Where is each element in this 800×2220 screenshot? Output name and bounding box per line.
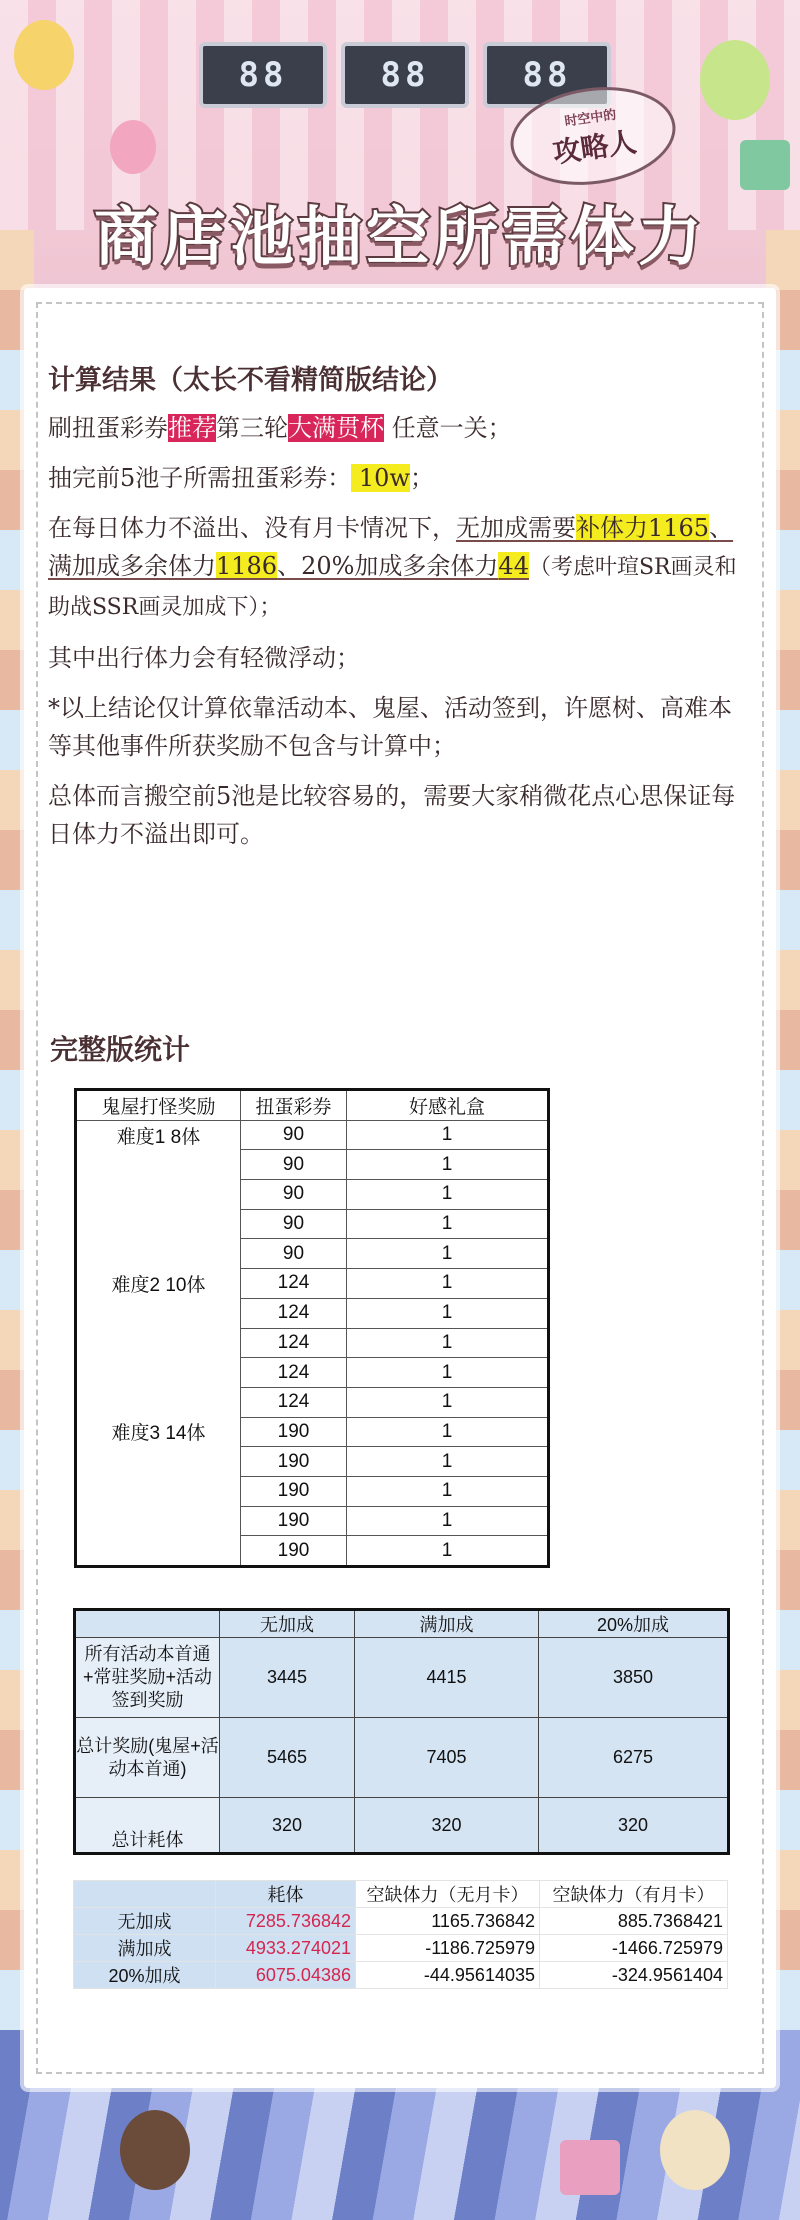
table-cell: 124 bbox=[241, 1298, 347, 1328]
empty-cell bbox=[76, 1447, 241, 1477]
table-cell: 885.7368421 bbox=[540, 1908, 728, 1935]
table-cell: 90 bbox=[241, 1180, 347, 1210]
table-cell: 90 bbox=[241, 1150, 347, 1180]
row-label: 所有活动本首通+常驻奖励+活动签到奖励 bbox=[75, 1638, 220, 1718]
summary-section bbox=[48, 358, 738, 853]
text: 在每日体力不溢出、没有月卡情况下， bbox=[48, 514, 456, 542]
table-cell: 3850 bbox=[539, 1638, 729, 1718]
summary-heading: 计算结果（太长不看精简版结论） bbox=[48, 365, 453, 396]
summary-p5: *以上结论仅计算依靠活动本、鬼屋、活动签到，许愿树、高难本等其他事件所获奖励不包含与计算中； bbox=[48, 694, 732, 760]
score-display: 88 bbox=[199, 42, 327, 108]
table-cell: 190 bbox=[241, 1447, 347, 1477]
table-row bbox=[74, 1962, 728, 1989]
summary-p6: 总体而言搬空前5池是比较容易的，需要大家稍微花点心思保证每日体力不溢出即可。 bbox=[48, 782, 736, 848]
summary-p1 bbox=[48, 409, 738, 447]
gift-icon bbox=[740, 140, 790, 190]
rewards-summary-table bbox=[73, 1608, 730, 1855]
text: 第三轮 bbox=[216, 414, 288, 442]
table-header-row bbox=[74, 1881, 728, 1908]
column-header: 空缺体力（有月卡） bbox=[540, 1881, 728, 1908]
row-label: 无加成 bbox=[74, 1908, 216, 1935]
table-cell: 1 bbox=[347, 1120, 549, 1150]
table-row bbox=[76, 1358, 549, 1388]
difficulty-label: 难度1 8体 bbox=[76, 1120, 241, 1150]
table-row bbox=[76, 1209, 549, 1239]
table-row bbox=[76, 1417, 549, 1447]
table-cell: 90 bbox=[241, 1120, 347, 1150]
column-header bbox=[75, 1610, 220, 1638]
table-header-row bbox=[75, 1610, 729, 1638]
haunted-house-reward-table bbox=[74, 1088, 550, 1568]
table-row bbox=[75, 1638, 729, 1718]
table-cell: 320 bbox=[220, 1798, 355, 1854]
column-header: 好感礼盒 bbox=[347, 1090, 549, 1121]
table-cell: 190 bbox=[241, 1536, 347, 1567]
empty-cell bbox=[76, 1298, 241, 1328]
table-cell: 7285.736842 bbox=[216, 1908, 356, 1935]
balloon-icon bbox=[700, 40, 770, 120]
table-row bbox=[74, 1935, 728, 1962]
text: 、20%加成 bbox=[277, 552, 403, 580]
table-cell: 1 bbox=[347, 1358, 549, 1388]
row-label: 总计奖励(鬼屋+活动本首通) bbox=[75, 1718, 220, 1798]
empty-cell bbox=[76, 1506, 241, 1536]
table-cell: 320 bbox=[355, 1798, 539, 1854]
table-row bbox=[76, 1298, 549, 1328]
highlight-44: 44 bbox=[498, 552, 529, 580]
logo-line1: 时空中的 bbox=[563, 107, 618, 130]
text: （考虑叶瑄SR画灵和助战SSR画灵加成下）； bbox=[48, 555, 737, 620]
empty-cell bbox=[76, 1209, 241, 1239]
summary-p2 bbox=[48, 459, 738, 497]
highlight-grand-slam: 大满贯杯 bbox=[288, 414, 384, 442]
table-row bbox=[76, 1269, 549, 1299]
table-cell: 190 bbox=[241, 1476, 347, 1506]
column-header: 满加成 bbox=[355, 1610, 539, 1638]
table-row bbox=[76, 1180, 549, 1210]
empty-cell bbox=[76, 1476, 241, 1506]
table-row bbox=[76, 1476, 549, 1506]
empty-cell bbox=[76, 1536, 241, 1567]
gift-icon bbox=[560, 2140, 620, 2195]
table-row bbox=[75, 1798, 729, 1854]
table-cell: 190 bbox=[241, 1417, 347, 1447]
table-row bbox=[75, 1718, 729, 1798]
table-cell: 1 bbox=[347, 1417, 549, 1447]
row-label: 20%加成 bbox=[74, 1962, 216, 1989]
text: 多余体力 bbox=[402, 552, 499, 580]
column-header: 20%加成 bbox=[539, 1610, 729, 1638]
column-header: 鬼屋打怪奖励 bbox=[76, 1090, 241, 1121]
table-cell: 1 bbox=[347, 1150, 549, 1180]
table-cell: 124 bbox=[241, 1328, 347, 1358]
table-cell: 7405 bbox=[355, 1718, 539, 1798]
highlight-recommend: 推荐 bbox=[168, 414, 216, 442]
table-cell: 124 bbox=[241, 1358, 347, 1388]
balloon-icon bbox=[110, 120, 156, 174]
column-header bbox=[74, 1881, 216, 1908]
table-cell: 124 bbox=[241, 1387, 347, 1417]
summary-p4: 其中出行体力会有轻微浮动； bbox=[48, 644, 360, 672]
table-cell: 5465 bbox=[220, 1718, 355, 1798]
table-cell: 1 bbox=[347, 1269, 549, 1299]
text: 刷扭蛋彩券 bbox=[48, 414, 168, 442]
table-cell: 1165.736842 bbox=[356, 1908, 540, 1935]
text: 抽完前5池子所需扭蛋彩券： bbox=[48, 464, 352, 492]
table-row bbox=[76, 1536, 549, 1567]
empty-cell bbox=[76, 1150, 241, 1180]
table-row bbox=[76, 1447, 549, 1477]
difficulty-label: 难度2 10体 bbox=[76, 1269, 241, 1299]
table-row bbox=[76, 1239, 549, 1269]
balloon-icon bbox=[14, 20, 74, 90]
row-label: 满加成 bbox=[74, 1935, 216, 1962]
table-cell: 1 bbox=[347, 1506, 549, 1536]
empty-cell bbox=[76, 1328, 241, 1358]
score-display: 88 bbox=[341, 42, 469, 108]
column-header: 空缺体力（无月卡） bbox=[356, 1881, 540, 1908]
table-cell: 1 bbox=[347, 1298, 549, 1328]
teddy-bear-icon bbox=[120, 2110, 190, 2190]
logo-line2: 攻略人 bbox=[550, 124, 639, 170]
column-header: 耗体 bbox=[216, 1881, 356, 1908]
table-header-row bbox=[76, 1090, 549, 1121]
column-header: 无加成 bbox=[220, 1610, 355, 1638]
table-cell: 1 bbox=[347, 1387, 549, 1417]
table-row bbox=[76, 1120, 549, 1150]
table-cell: 4933.274021 bbox=[216, 1935, 356, 1962]
table-cell: 1 bbox=[347, 1239, 549, 1269]
difficulty-label: 难度3 14体 bbox=[76, 1417, 241, 1447]
table-cell: 190 bbox=[241, 1506, 347, 1536]
table-cell: 6275 bbox=[539, 1718, 729, 1798]
table-cell: 90 bbox=[241, 1209, 347, 1239]
table-cell: 1 bbox=[347, 1476, 549, 1506]
empty-cell bbox=[76, 1239, 241, 1269]
text: 、满加成多余体力 bbox=[48, 514, 734, 580]
page-title: 商店池抽空所需体力 bbox=[94, 201, 706, 275]
scoreboard bbox=[190, 42, 620, 104]
table-cell: 1 bbox=[347, 1447, 549, 1477]
highlight-10w: 10w bbox=[351, 464, 410, 492]
table-cell: 3445 bbox=[220, 1638, 355, 1718]
teddy-bear-icon bbox=[660, 2110, 730, 2190]
table-cell: 4415 bbox=[355, 1638, 539, 1718]
table-cell: 320 bbox=[539, 1798, 729, 1854]
table-cell: -1186.725979 bbox=[356, 1935, 540, 1962]
table-cell: -324.9561404 bbox=[540, 1962, 728, 1989]
full-stats-heading: 完整版统计 bbox=[50, 1033, 191, 1066]
highlight-1165: 1165 bbox=[648, 514, 710, 542]
table-row bbox=[76, 1387, 549, 1417]
table-cell: 1 bbox=[347, 1209, 549, 1239]
text: 任意一关； bbox=[384, 414, 512, 442]
table-cell: -44.95614035 bbox=[356, 1962, 540, 1989]
table-cell: 1 bbox=[347, 1536, 549, 1567]
table-cell: 1 bbox=[347, 1328, 549, 1358]
empty-cell bbox=[76, 1358, 241, 1388]
row-label: 总计耗体 bbox=[75, 1798, 220, 1854]
table-cell: 90 bbox=[241, 1239, 347, 1269]
table-cell: -1466.725979 bbox=[540, 1935, 728, 1962]
table-cell: 6075.04386 bbox=[216, 1962, 356, 1989]
table-cell: 1 bbox=[347, 1180, 549, 1210]
highlight-text: 补体力 bbox=[576, 514, 648, 542]
table-row bbox=[76, 1150, 549, 1180]
summary-p3 bbox=[48, 509, 738, 627]
table-row bbox=[74, 1908, 728, 1935]
text: 无加成需要 bbox=[456, 514, 576, 542]
score-display: 88 bbox=[483, 42, 611, 108]
text: ； bbox=[410, 464, 434, 492]
empty-cell bbox=[76, 1387, 241, 1417]
empty-cell bbox=[76, 1180, 241, 1210]
stamina-gap-table bbox=[73, 1880, 728, 1989]
table-row bbox=[76, 1506, 549, 1536]
table-row bbox=[76, 1328, 549, 1358]
table-cell: 124 bbox=[241, 1269, 347, 1299]
highlight-1186: 1186 bbox=[216, 552, 278, 580]
column-header: 扭蛋彩券 bbox=[241, 1090, 347, 1121]
